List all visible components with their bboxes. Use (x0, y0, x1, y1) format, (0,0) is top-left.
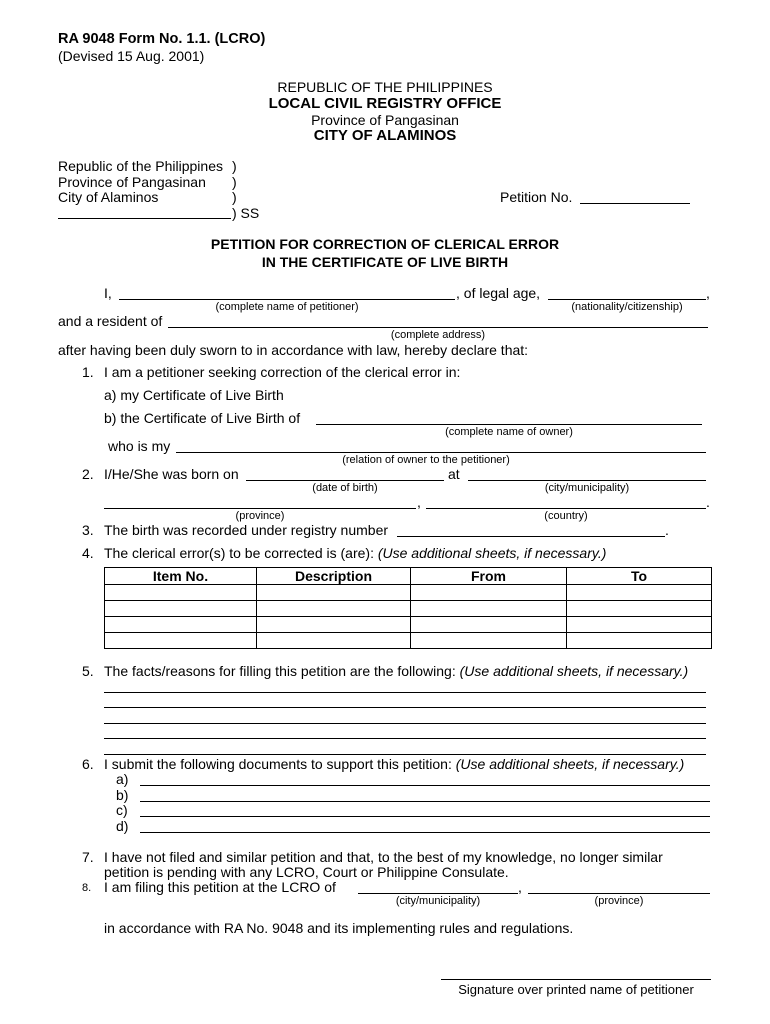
signature-line[interactable] (441, 979, 711, 980)
item-6-text: I submit the following documents to support this petition: (Use additional sheets, if necessary.) (104, 756, 685, 772)
accordance-text: in accordance with RA No. 9048 and its implementing rules and regulations. (104, 920, 574, 936)
petitioner-name-caption: (complete name of petitioner) (215, 301, 359, 313)
petition-title-line2: IN THE CERTIFICATE OF LIVE BIRTH (261, 254, 509, 270)
col-from: From (411, 568, 567, 585)
province-comma: , (417, 494, 421, 510)
item-4-note: (Use additional sheets, if necessary.) (377, 545, 607, 561)
lcro-city-field[interactable] (358, 893, 518, 894)
item-5-text: The facts/reasons for filling this petition are the following: (Use additional sheets, if necessary.) (104, 663, 689, 679)
facts-line-4[interactable] (104, 738, 706, 739)
venue-republic: Republic of the Philippines (58, 158, 223, 174)
item-2-text: I/He/She was born on (104, 466, 239, 482)
who-is-my-text: who is my (108, 438, 171, 454)
facts-line-5[interactable] (104, 754, 706, 755)
doc-field-c[interactable] (140, 816, 710, 817)
venue-province: Province of Pangasinan (58, 174, 206, 190)
registry-number-field[interactable] (397, 536, 665, 537)
petition-no-field[interactable] (580, 203, 690, 204)
item-1a-text: a) my Certificate of Live Birth (104, 387, 284, 403)
table-header-row (105, 568, 712, 585)
nationality-field[interactable] (548, 299, 706, 300)
item-5-number: 5. (82, 663, 94, 679)
birth-province-field[interactable] (104, 508, 416, 509)
petition-no-label: Petition No. (500, 189, 573, 205)
city-heading: CITY OF ALAMINOS (313, 127, 457, 144)
item-4-number: 4. (82, 545, 94, 561)
signature-caption: Signature over printed name of petitioner (458, 982, 694, 997)
doc-label-c: c) (116, 802, 128, 818)
item-8-number: 8. (82, 882, 92, 894)
item-7-number: 7. (82, 849, 94, 865)
lcro-city-caption: (city/municipality) (395, 895, 481, 907)
dob-caption: (date of birth) (312, 482, 378, 494)
republic-heading: REPUBLIC OF THE PHILIPPINES (277, 79, 493, 95)
date-of-birth-field[interactable] (246, 480, 444, 481)
item-7-text-line1: I have not filed and similar petition and that, to the best of my knowledge, no longer similar (104, 849, 663, 865)
item-4-text: The clerical error(s) to be corrected is (are): (Use additional sheets, if necessary.) (104, 545, 607, 561)
venue-ss: ) SS (232, 205, 260, 221)
address-caption: (complete address) (390, 329, 486, 341)
item-2-number: 2. (82, 466, 94, 482)
item-1-number: 1. (82, 364, 94, 380)
venue-paren-1: ) (232, 158, 237, 174)
intro-sworn: after having been duly sworn to in accordance with law, hereby declare that: (58, 342, 529, 358)
nationality-caption: (nationality/citizenship) (571, 301, 683, 313)
venue-paren-3: ) (232, 189, 237, 205)
item-1b-text: b) the Certificate of Live Birth of (104, 410, 301, 426)
doc-label-a: a) (116, 771, 129, 787)
lcro-province-caption: (province) (594, 895, 644, 907)
venue-city: City of Alaminos (58, 189, 159, 205)
owner-name-caption: (complete name of owner) (445, 426, 573, 438)
registry-period: . (665, 522, 669, 538)
devised-date: (Devised 15 Aug. 2001) (58, 48, 205, 64)
doc-label-b: b) (116, 787, 129, 803)
item-2-at: at (448, 466, 460, 482)
lcro-comma: , (518, 879, 522, 895)
clerical-error-table (104, 567, 712, 649)
province-caption: (province) (235, 510, 285, 522)
relation-caption: (relation of owner to the petitioner) (342, 454, 510, 466)
table-row (105, 601, 712, 617)
province-heading: Province of Pangasinan (311, 112, 459, 128)
intro-resident: and a resident of (58, 313, 163, 329)
birth-city-field[interactable] (468, 480, 706, 481)
doc-field-d[interactable] (140, 832, 710, 833)
country-period: . (706, 494, 710, 510)
birth-country-field[interactable] (426, 508, 706, 509)
item-8-text: I am filing this petition at the LCRO of (104, 879, 336, 895)
col-description: Description (257, 568, 411, 585)
doc-field-a[interactable] (140, 785, 710, 786)
facts-line-1[interactable] (104, 692, 706, 693)
office-heading: LOCAL CIVIL REGISTRY OFFICE (268, 95, 502, 112)
col-to: To (567, 568, 712, 585)
birth-city-caption: (city/municipality) (544, 482, 630, 494)
doc-label-d: d) (116, 818, 129, 834)
form-number: RA 9048 Form No. 1.1. (LCRO) (58, 31, 266, 47)
item-3-number: 3. (82, 522, 94, 538)
facts-line-3[interactable] (104, 723, 706, 724)
facts-line-2[interactable] (104, 707, 706, 708)
owner-name-field[interactable] (316, 424, 702, 425)
item-7-text-line2: petition is pending with any LCRO, Court or Philippine Consulate. (104, 864, 509, 880)
table-row (105, 617, 712, 633)
petitioner-name-field[interactable] (119, 299, 455, 300)
petition-title-line1: PETITION FOR CORRECTION OF CLERICAL ERROR (210, 236, 560, 252)
item-6-number: 6. (82, 756, 94, 772)
venue-blank-line[interactable] (58, 218, 231, 219)
lcro-province-field[interactable] (528, 893, 710, 894)
item-1-text: I am a petitioner seeking correction of the clerical error in: (104, 364, 461, 380)
table-row (105, 585, 712, 601)
item-3-text: The birth was recorded under registry number (104, 522, 389, 538)
item-5-note: (Use additional sheets, if necessary.) (459, 663, 689, 679)
address-field[interactable] (168, 327, 708, 328)
intro-i: I, (104, 285, 112, 301)
intro-comma: , (706, 285, 710, 301)
table-row (105, 633, 712, 649)
col-item-no: Item No. (105, 568, 257, 585)
venue-paren-2: ) (232, 174, 237, 190)
relation-field[interactable] (176, 452, 706, 453)
intro-legal-age: , of legal age, (456, 285, 541, 301)
doc-field-b[interactable] (140, 801, 710, 802)
item-6-note: (Use additional sheets, if necessary.) (455, 756, 685, 772)
country-caption: (country) (544, 510, 588, 522)
